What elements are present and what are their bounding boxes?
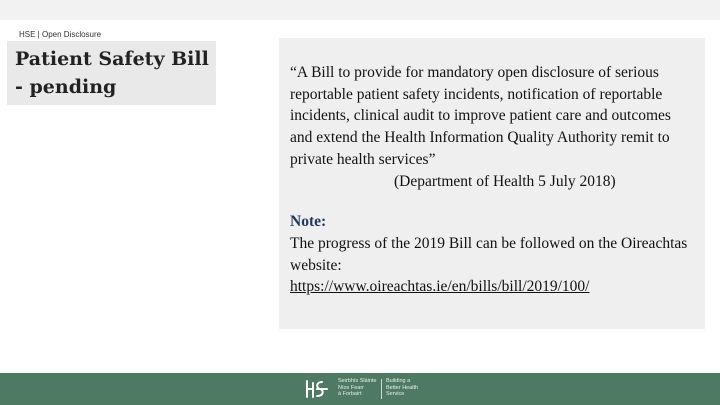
note-text: The progress of the 2019 Bill can be followed on the Oireachtas website: <box>290 234 688 274</box>
quote-source: (Department of Health 5 July 2018) <box>394 172 616 190</box>
content-panel <box>279 38 705 329</box>
hse-logo-icon <box>303 378 329 400</box>
breadcrumb: HSE | Open Disclosure <box>19 30 102 39</box>
bill-quote: “A Bill to provide for mandatory open disclosure of serious reportable patient safety incidents, notification of reportable incidents, clinical audit to improve patient care and outcomes and extend the Health Information Quality Authority remit to private health services” <box>290 64 671 168</box>
oireachtas-link[interactable]: https://www.oireachtas.ie/en/bills/bill/2019/100/ <box>290 278 590 296</box>
footer-divider <box>381 379 382 399</box>
note-block <box>290 211 695 298</box>
top-strip <box>0 0 720 20</box>
footer-bar <box>0 373 720 405</box>
footer-irish-text <box>338 378 377 398</box>
footer-english-line: Service <box>386 391 405 397</box>
slide-title-line-1: Patient Safety Bill <box>15 48 209 70</box>
footer-irish-line: á Forbairt <box>338 391 362 397</box>
footer-english-line: Better Health <box>386 384 419 391</box>
footer-english-text <box>386 378 418 398</box>
note-label: Note: <box>290 213 327 231</box>
slide-title-box <box>7 41 216 105</box>
footer-irish-line: Níos Fearr <box>338 384 364 391</box>
footer-irish-line: Seirbhís Sláinte <box>338 378 377 384</box>
slide-title-line-2: - pending <box>15 76 117 98</box>
footer-english-line: Building a <box>386 378 411 384</box>
